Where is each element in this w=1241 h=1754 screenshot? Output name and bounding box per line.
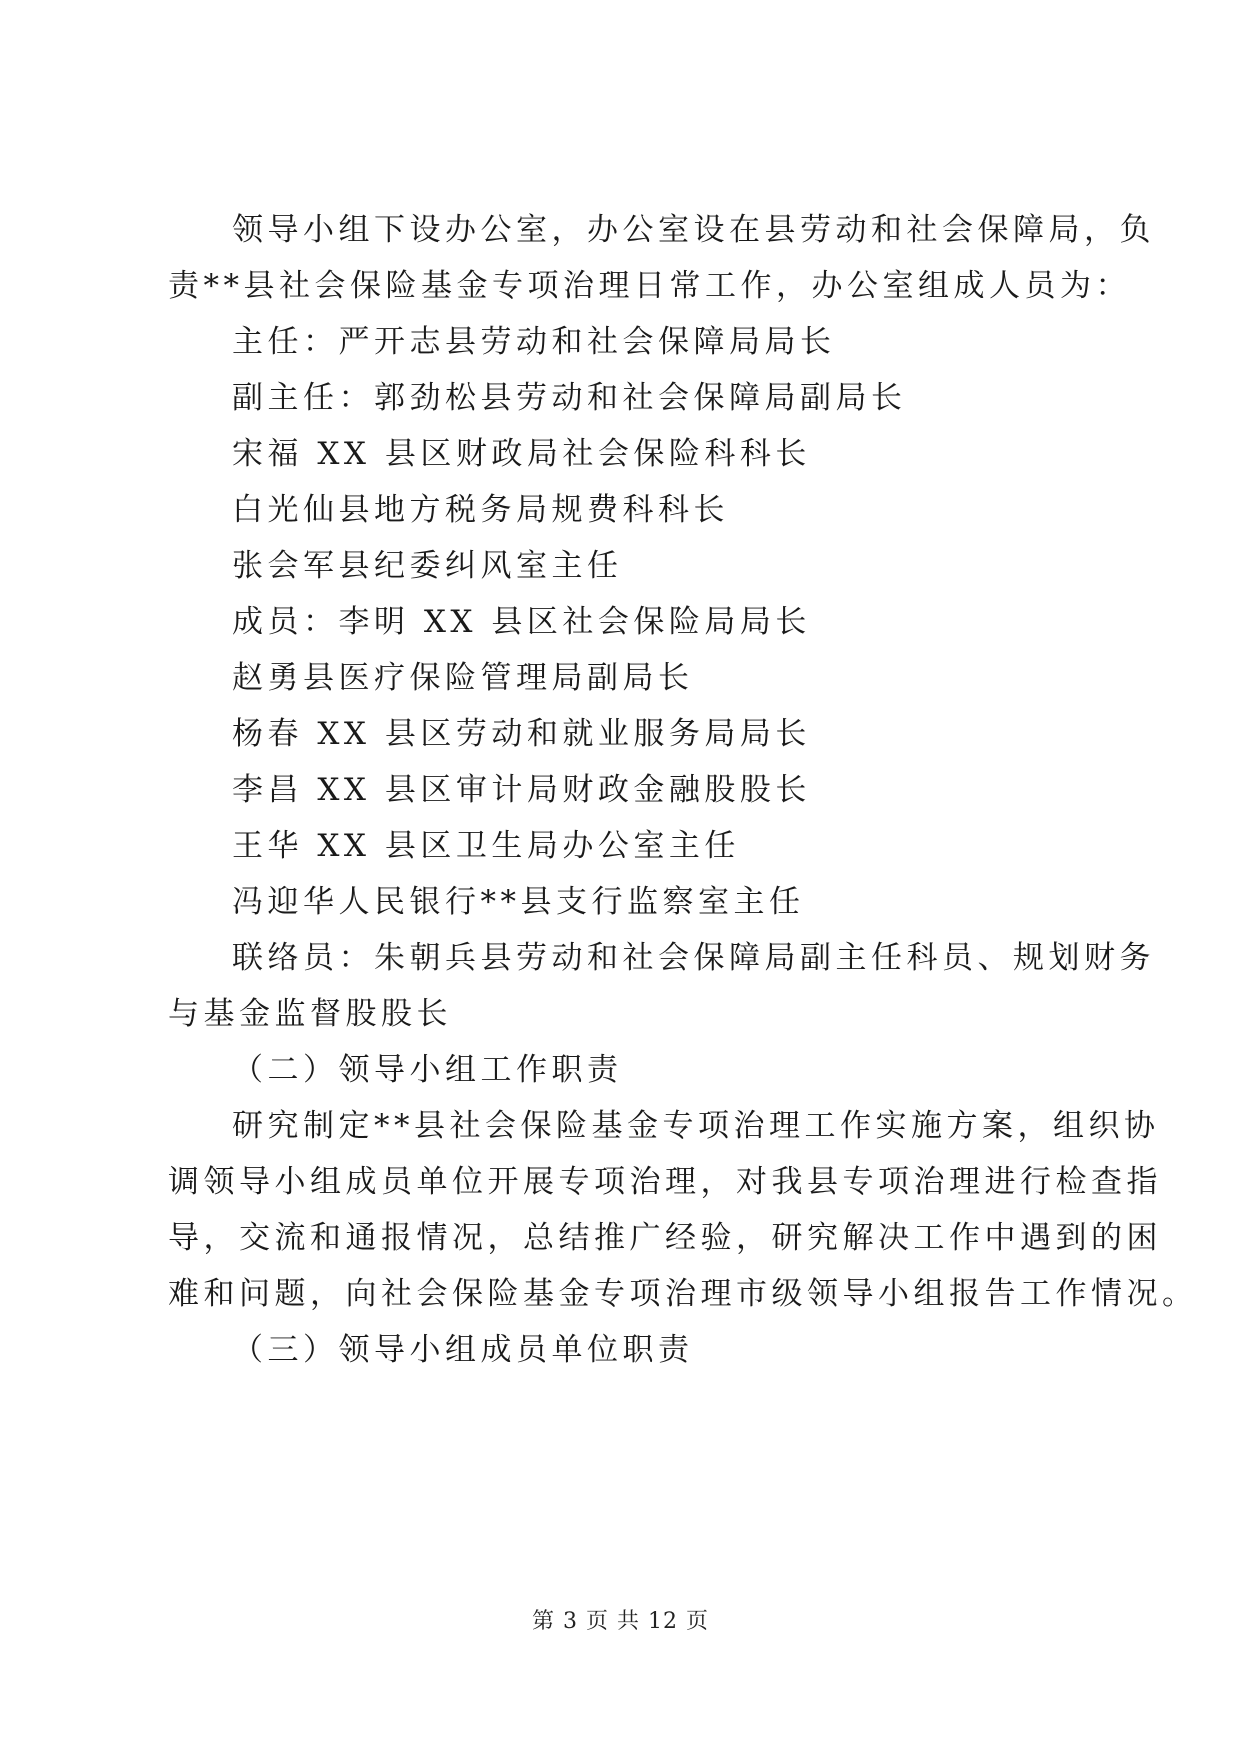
- text-line: 李昌 XX 县区审计局财政金融股股长: [232, 772, 811, 808]
- text-line: 研究制定**县社会保险基金专项治理工作实施方案，组织协: [232, 1108, 1160, 1144]
- text-line: 责**县社会保险基金专项治理日常工作，办公室组成人员为：: [168, 268, 1131, 304]
- text-line: 难和问题，向社会保险基金专项治理市级领导小组报告工作情况。: [168, 1276, 1198, 1312]
- text-line: 导，交流和通报情况，总结推广经验，研究解决工作中遇到的困: [168, 1220, 1162, 1256]
- text-line: 白光仙县地方税务局规费科科长: [232, 492, 729, 528]
- text-line: 联络员：朱朝兵县劳动和社会保障局副主任科员、规划财务: [232, 940, 1155, 976]
- text-line: 副主任：郭劲松县劳动和社会保障局副局长: [232, 380, 907, 416]
- text-line: 宋福 XX 县区财政局社会保险科科长: [232, 436, 811, 472]
- text-line: 王华 XX 县区卫生局办公室主任: [232, 828, 740, 864]
- text-line: 赵勇县医疗保险管理局副局长: [232, 660, 694, 696]
- page-number-footer: 第 3 页 共 12 页: [532, 1609, 709, 1634]
- text-line: 张会军县纪委纠风室主任: [232, 548, 623, 584]
- text-line: 成员：李明 XX 县区社会保险局局长: [232, 604, 811, 640]
- text-line: 冯迎华人民银行**县支行监察室主任: [232, 884, 805, 920]
- section-heading: （三）领导小组成员单位职责: [232, 1332, 694, 1368]
- text-line: 调领导小组成员单位开展专项治理，对我县专项治理进行检查指: [168, 1164, 1162, 1200]
- text-line: 主任：严开志县劳动和社会保障局局长: [232, 324, 836, 360]
- section-heading: （二）领导小组工作职责: [232, 1052, 623, 1088]
- text-line: 与基金监督股股长: [168, 996, 452, 1032]
- text-line: 领导小组下设办公室，办公室设在县劳动和社会保障局，负: [232, 212, 1155, 248]
- text-line: 杨春 XX 县区劳动和就业服务局局长: [232, 716, 811, 752]
